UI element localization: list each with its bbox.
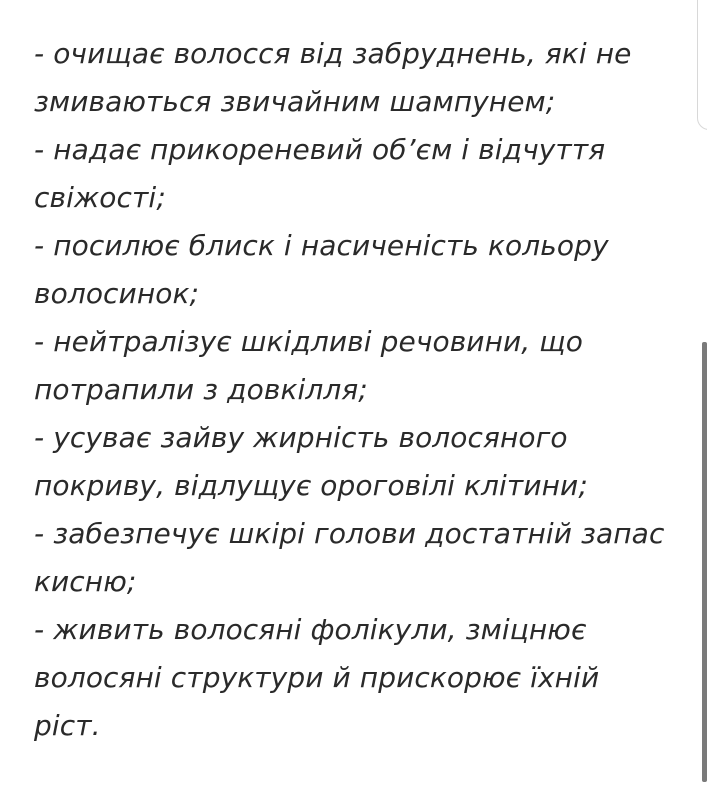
text-line: волосяні структури й прискорює їхній — [34, 661, 600, 694]
text-block — [34, 30, 674, 750]
text-line: кисню; — [34, 565, 137, 598]
text-line: - забезпечує шкірі голови достатній запас — [34, 517, 665, 550]
text-line: - надає прикореневий об’єм і відчуття — [34, 133, 606, 166]
text-line: - посилює блиск і насиченість кольору — [34, 229, 609, 262]
text-line: змиваються звичайним шампунем; — [34, 85, 556, 118]
text-line: - усуває зайву жирність волосяного — [34, 421, 568, 454]
text-line: свіжості; — [34, 181, 166, 214]
text-line: - живить волосяні фолікули, зміцнює — [34, 613, 587, 646]
text-line: - нейтралізує шкідливі речовини, що — [34, 325, 584, 358]
text-line: покриву, відлущує ороговілі клітини; — [34, 469, 588, 502]
scrollbar[interactable] — [701, 0, 707, 800]
text-line: - очищає волосся від забруднень, які не — [34, 37, 632, 70]
text-line: волосинок; — [34, 277, 200, 310]
scrollbar-thumb[interactable] — [702, 342, 707, 782]
text-line: потрапили з довкілля; — [34, 373, 368, 406]
text-line: ріст. — [34, 709, 101, 742]
